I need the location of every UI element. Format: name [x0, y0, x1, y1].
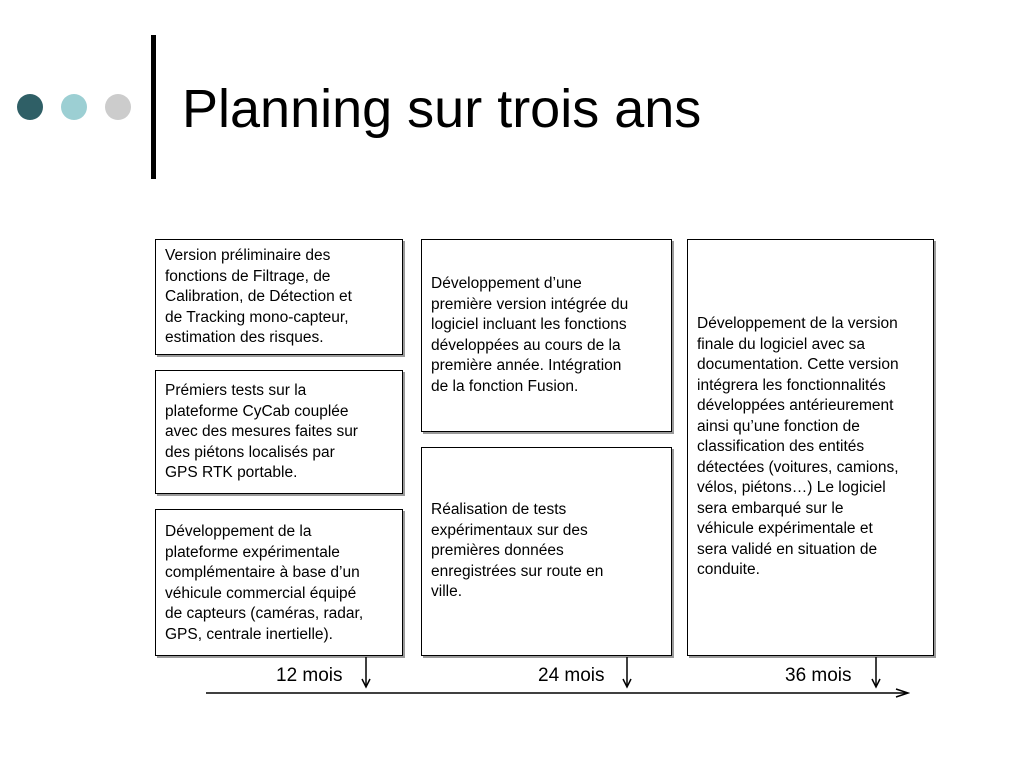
- year2-task-integration: [421, 239, 672, 432]
- milestone-label-24: 24 mois: [538, 665, 605, 686]
- title-divider: [151, 35, 156, 179]
- decorative-dot-dark: [17, 94, 43, 120]
- task-text: Réalisation de tests expérimentaux sur des premières données enregistrées sur route en ville.: [431, 501, 604, 601]
- year3-task-final-version: [687, 239, 934, 656]
- task-text: Développement de la version finale du logiciel avec sa documentation. Cette version intégrera les fonctionnalités développées antérieurement ainsi qu’une fonction de classification des entités détectées (voitures, camions, vélos, piétons…) Le logiciel sera embarqué sur le véhicule expérimentale et sera validé en situation de conduite.: [697, 315, 899, 579]
- decorative-dot-grey: [105, 94, 131, 120]
- task-text: Développement d’une première version intégrée du logiciel incluant les fonctions développées au cours de la première année. Intégration de la fonction Fusion.: [431, 275, 629, 395]
- task-text: Prémiers tests sur la plateforme CyCab couplée avec des mesures faites sur des piétons localisés par GPS RTK portable.: [165, 382, 358, 481]
- milestone-down-arrow-icon: [871, 657, 881, 689]
- year1-task-cycab-tests: [155, 370, 403, 494]
- year2-task-experimental-tests: [421, 447, 672, 656]
- task-text: Développement de la plateforme expérimentale complémentaire à base d’un véhicule commercial équipé de capteurs (caméras, radar, GPS, centrale inertielle).: [165, 523, 364, 643]
- task-text: Version préliminaire des fonctions de Filtrage, de Calibration, de Détection et de Tracking mono-capteur, estimation des risques.: [165, 247, 352, 346]
- timeline-arrow: [206, 686, 910, 700]
- milestone-down-arrow-icon: [361, 657, 371, 689]
- slide-title: Planning sur trois ans: [182, 79, 702, 139]
- year1-task-platform: [155, 509, 403, 656]
- year1-task-filtering: [155, 239, 403, 355]
- milestone-down-arrow-icon: [622, 657, 632, 689]
- milestone-label-36: 36 mois: [785, 665, 852, 686]
- milestone-label-12: 12 mois: [276, 665, 343, 686]
- decorative-dot-light: [61, 94, 87, 120]
